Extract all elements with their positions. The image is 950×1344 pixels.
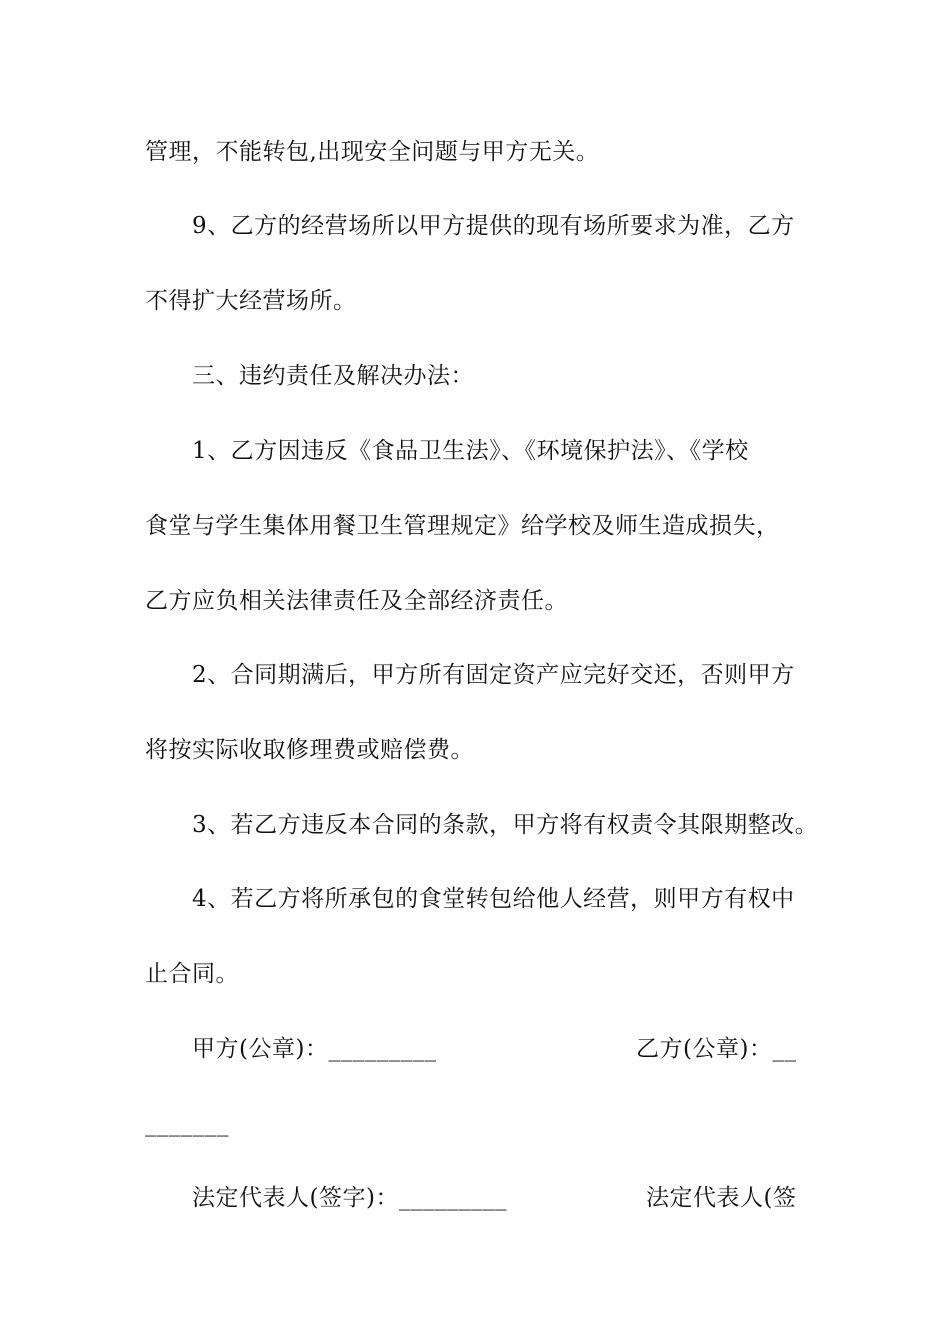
signature-party-b-continued: _______ xyxy=(145,1111,229,1137)
clause-2-line-1: 2、合同期满后，甲方所有固定资产应完好交还，否则甲方 xyxy=(192,662,795,688)
paragraph-line: 管理，不能转包,出现安全问题与甲方无关。 xyxy=(145,139,600,165)
signature-rep-a: 法定代表人(签字)：_________ xyxy=(192,1185,507,1211)
signature-party-a: 甲方(公章)：_________ xyxy=(192,1036,437,1062)
signature-party-b: 乙方(公章)：__ xyxy=(636,1036,797,1062)
clause-9-line-1: 9、乙方的经营场所以甲方提供的现有场所要求为准，乙方 xyxy=(192,213,795,239)
clause-1-line-2: 食堂与学生集体用餐卫生管理规定》给学校及师生造成损失， xyxy=(145,513,780,539)
signature-rep-b: 法定代表人(签 xyxy=(646,1185,797,1211)
clause-4-line-1: 4、若乙方将所承包的食堂转包给他人经营，则甲方有权中 xyxy=(192,886,795,912)
clause-3-line: 3、若乙方违反本合同的条款，甲方将有权责令其限期整改。 xyxy=(192,812,819,838)
clause-4-line-2: 止合同。 xyxy=(145,961,239,987)
section-heading-breach: 三、违约责任及解决办法： xyxy=(192,363,474,389)
clause-1-line-3: 乙方应负相关法律责任及全部经济责任。 xyxy=(145,588,568,614)
clause-9-line-2: 不得扩大经营场所。 xyxy=(145,288,357,314)
clause-2-line-2: 将按实际收取修理费或赔偿费。 xyxy=(145,737,474,763)
clause-1-line-1: 1、乙方因违反《食品卫生法》、《环境保护法》、《学校 xyxy=(192,438,749,464)
